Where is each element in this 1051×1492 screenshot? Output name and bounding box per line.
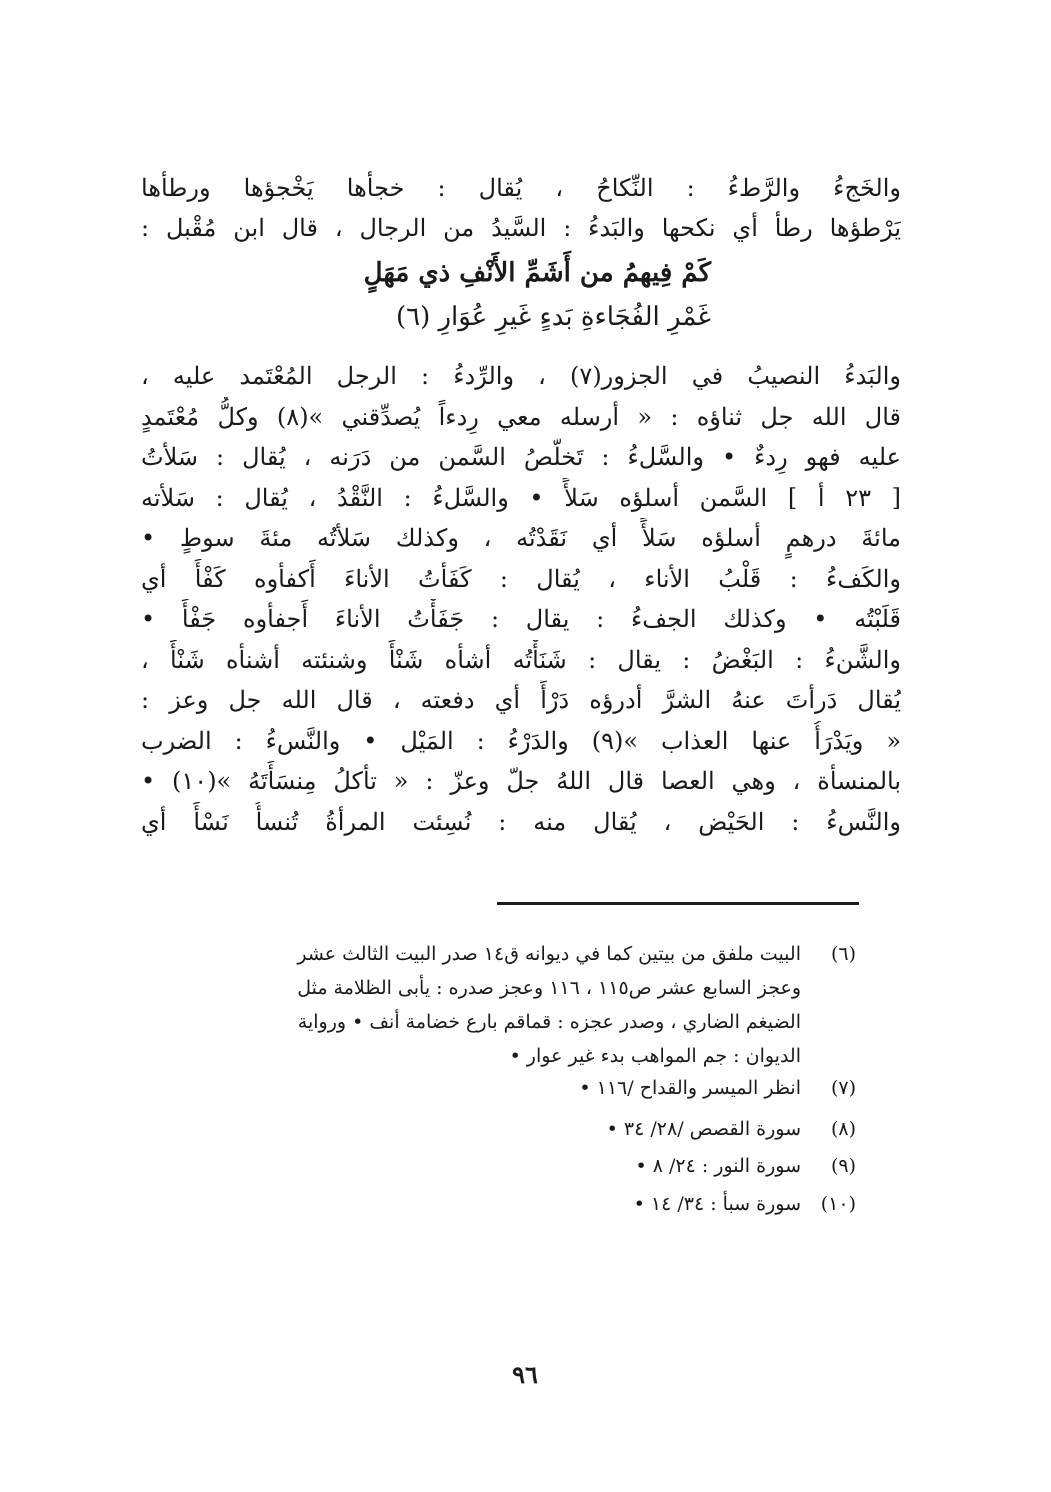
footnote-separator [497,902,859,905]
prose-line: يَرْطؤها رطأ أي نكحها والبَدءُ : السَّيدُ من الرجال ، قال ابن مُقْبل : [141,214,901,242]
prose-line: [ ٢٣ أ ] السَّمن أسلؤه سَلأً • والسَّلءُ : النَّقْدُ ، يُقال : سَلأته [141,483,901,512]
footnote-line: البيت ملفق من بيتين كما في ديوانه ق١٤ صدر البيت الثالث عشر [297,943,801,965]
prose-line: والخَجءُ والرَّطءُ : النِّكاحُ ، يُقال : خجأها يَخْجؤها ورطأها [141,174,901,202]
prose-block-main [141,356,901,842]
footnote-number: (٨) [830,1118,856,1140]
prose-line: عليه فهو رِدءٌ • والسَّلءُ : تَخلّصُ السَّمن من دَرَنه ، يُقال : سَلأتُ [141,443,901,471]
footnote-number: (٩) [830,1155,856,1177]
prose-block-top [141,168,901,248]
prose-line: والشَّنءُ : البَغْضُ : يقال : شَنَأْتُه أشأه شَنْأً وشنئته أشنأه شَنْأً ، [141,645,901,674]
footnote-number: (١٠) [820,1193,856,1215]
prose-line: قَلَبْتُه • وكذلك الجفءُ : يقال : جَفَأْتُ الأناءَ أَجفأوه جَفْأً • [141,605,901,633]
footnote-line: الضيغم الضاري ، وصدر عجزه : قماقم بارع خضامة أنف • ورواية [297,1011,801,1033]
footnote-line: سورة القصص /٢٨/ ٣٤ • [606,1118,801,1140]
footnote-line: سورة النور : ٢٤/ ٨ • [635,1155,801,1177]
footnote-number: (٦) [830,943,856,965]
prose-line: بالمنسأة ، وهي العصا قال اللهُ جلّ وعزّ : « تأكلُ مِنسَأَتَهُ »(١٠) • [141,767,901,795]
verse-hemistich-2: غَمْرِ الفُجَاءةِ بَدءٍ غَيرِ عُوَارِ (٦) [395,302,711,332]
prose-line: والبَدءُ النصيبُ في الجزور(٧) ، والرِّدءُ : الرجل المُعْتَمد عليه ، [141,362,901,390]
footnote-line: انظر الميسر والقداح /١١٦ • [579,1077,801,1099]
footnote-line: وعجز السابع عشر ص١١٥ ، ١١٦ وعجز صدره : يأبى الظلامة مثل [297,977,801,999]
prose-line: قال الله جل ثناؤه : « أرسله معي رِدءاً يُصدِّقني »(٨) وكلُّ مُعْتَمدٍ [141,402,901,431]
prose-line: يُقال دَرأتَ عنهُ الشرَّ أدرؤه دَرْأً أي دفعته ، قال الله جل وعز : [141,686,901,714]
footnote-line: سورة سبأ : ٣٤/ ١٤ • [633,1193,801,1215]
prose-line: والكَفءُ : قَلْبُ الأناء ، يُقال : كَفَأتُ الأناءَ أَكفأوه كَفْأً أي [141,564,901,593]
page-number: ٩٦ [512,1360,538,1389]
footnote-line: الديوان : جم المواهب بدء غير عوار • [509,1045,801,1067]
prose-line: « ويَدْرَأُ عنها العذاب »(٩) والدَرْءُ : المَيْل • والنَّسءُ : الضرب [141,726,901,755]
footnote-number: (٧) [830,1077,856,1099]
verse-hemistich-1: كَمْ فِيهمُ من أَشَمِّ الأَنْفِ ذي مَهَلٍ [363,258,711,288]
prose-line: والنَّسءُ : الحَيْض ، يُقال منه : نُسِئت المرأةُ تُنسأُ نَسْأً أي [141,807,901,836]
prose-line: مائةَ درهمٍ أسلؤه سَلأً أي نَقَدْتُه ، وكذلك سَلأتُه مئةَ سوطٍ • [141,524,901,552]
